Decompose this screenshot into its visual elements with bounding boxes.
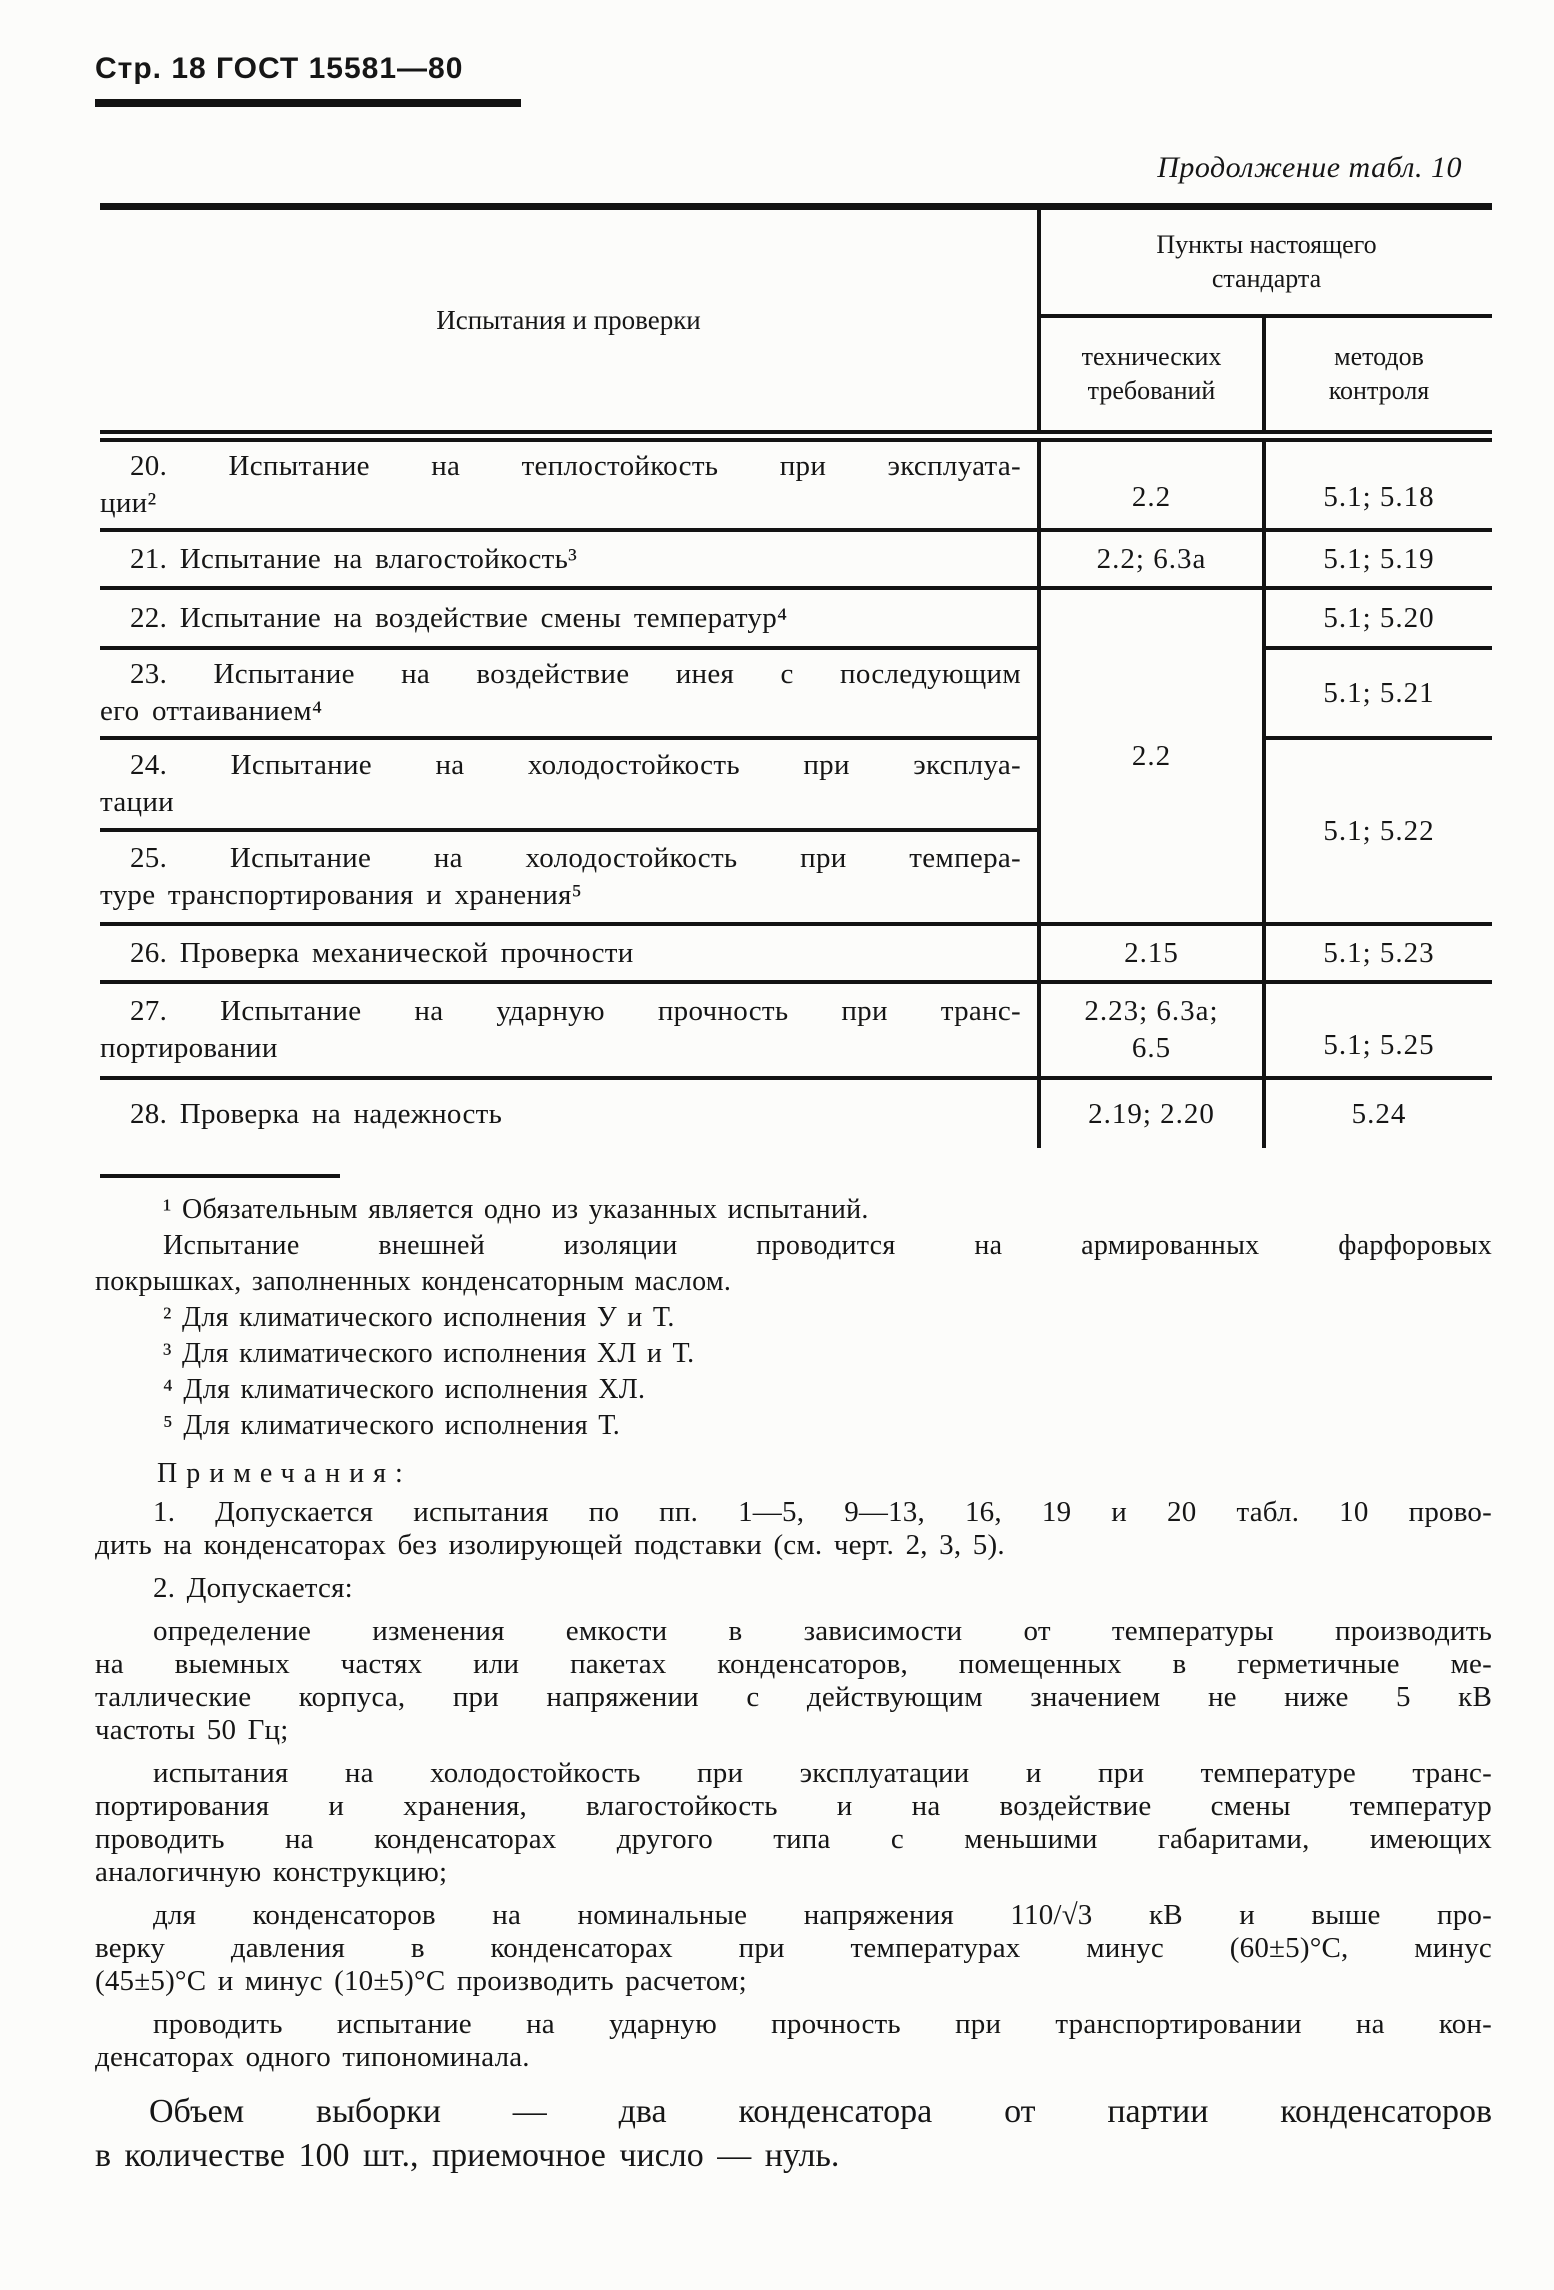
tech-requirements-line: 6.5 — [1131, 1032, 1172, 1064]
control-methods-cell: 5.24 — [1351, 1097, 1407, 1130]
page-header-text: Стр. 18 ГОСТ 15581—80 — [95, 52, 464, 85]
test-name-line: 24. Испытание на холодостойкость при эксплуа- — [130, 749, 1021, 781]
table-row-22 — [100, 588, 1492, 648]
closing-line: Объем выборки — два конденсатора от партии конденсаторов — [149, 2093, 1492, 2130]
column-header-points-group-label: Пункты настоящего стандарта — [1156, 230, 1377, 293]
note-line: (45±5)°С и минус (10±5)°С производить расчетом; — [95, 1965, 747, 1997]
footnote-1: ¹ Обязательным является одно из указанных испытаний. — [163, 1194, 869, 1225]
table-body — [100, 436, 1492, 1148]
tech-requirements-cell: 2.2; 6.3а — [1039, 530, 1264, 588]
test-name-line: 20. Испытание на теплостойкость при эксплуата- — [130, 450, 1021, 482]
tech-requirements-cell: 2.2 — [1039, 436, 1264, 530]
footnote-1-continuation-line: Испытание внешней изоляции проводится на армированных фарфоровых — [163, 1230, 1492, 1261]
test-name-cell — [100, 924, 1039, 982]
note-line: для конденсаторов на номинальные напряжения 110/√3 кВ и выше про- — [153, 1899, 1492, 1931]
test-name-line: 25. Испытание на холодостойкость при темпера- — [130, 842, 1021, 874]
test-name-line: 27. Испытание на ударную прочность при транс- — [130, 995, 1021, 1027]
column-header-points-group — [1039, 207, 1492, 317]
footnote-5: ⁵ Для климатического исполнения Т. — [163, 1410, 621, 1441]
test-name-line: портировании — [100, 1032, 278, 1064]
table-caption: Продолжение табл. 10 — [1157, 151, 1462, 184]
table-row-28 — [100, 1078, 1492, 1148]
control-methods-cell: 5.1; 5.20 — [1264, 588, 1492, 648]
note-line: 1. Допускается испытания по пп. 1—5, 9—13, 16, 19 и 20 табл. 10 прово- — [153, 1496, 1492, 1528]
test-name-cell — [100, 588, 1039, 648]
column-header-tech-requirements-label: технических требований — [1081, 342, 1222, 405]
column-header-control-methods-label: методов контроля — [1328, 342, 1430, 405]
test-name-line: ции² — [100, 487, 157, 519]
test-name-line: его оттаиванием⁴ — [100, 695, 323, 727]
control-methods-cell-merged: 5.1; 5.22 — [1264, 738, 1492, 924]
note-line: определение изменения емкости в зависимости от температуры производить — [153, 1615, 1492, 1647]
control-methods-cell: 5.1; 5.21 — [1264, 648, 1492, 738]
table-header-row-1 — [100, 207, 1492, 317]
test-name-cell — [100, 1078, 1039, 1148]
note-line: аналогичную конструкцию; — [95, 1856, 448, 1888]
table-row-27 — [100, 982, 1492, 1078]
note-line: таллические корпуса, при напряжении с действующим значением не ниже 5 кВ — [95, 1681, 1492, 1713]
page-header — [95, 52, 1492, 107]
note-line: верку давления в конденсаторах при температурах минус (60±5)°С, минус — [95, 1932, 1492, 1964]
tech-requirements-cell-merged: 2.2 — [1039, 588, 1264, 924]
footnote-2: ² Для климатического исполнения У и Т. — [163, 1302, 675, 1333]
closing-line: в количестве 100 шт., приемочное число — нуль. — [95, 2137, 840, 2174]
footnote-1-continuation-line: покрышках, заполненных конденсаторным маслом. — [95, 1266, 732, 1297]
footnote-4: ⁴ Для климатического исполнения ХЛ. — [163, 1374, 646, 1405]
note-line: испытания на холодостойкость при эксплуатации и при температуре транс- — [153, 1757, 1492, 1789]
test-name-cell — [100, 436, 1039, 530]
footnote-separator-rule — [100, 1174, 340, 1178]
closing-paragraph — [95, 2090, 1492, 2178]
note-line: 2. Допускается: — [153, 1572, 353, 1604]
note-line: частоты 50 Гц; — [95, 1714, 289, 1746]
tech-requirements-cell — [1039, 982, 1264, 1078]
page-header-rule — [95, 99, 521, 107]
note-line: проводить на конденсаторах другого типа с меньшими габаритами, имеющих — [95, 1823, 1492, 1855]
notes-title: Примечания: — [157, 1458, 412, 1489]
tech-requirements-cell: 2.19; 2.20 — [1039, 1078, 1264, 1148]
table-row-24 — [100, 738, 1492, 830]
table-row-26 — [100, 924, 1492, 982]
test-name-line: туре транспортирования и хранения⁵ — [100, 879, 583, 911]
tech-requirements-line: 2.23; 6.3а; — [1084, 995, 1219, 1027]
control-methods-cell: 5.1; 5.25 — [1264, 982, 1492, 1078]
note-line: денсаторах одного типономинала. — [95, 2041, 530, 2073]
tests-table — [100, 203, 1492, 1148]
note-line: дить на конденсаторах без изолирующей подставки (см. черт. 2, 3, 5). — [95, 1529, 1005, 1561]
test-name-cell — [100, 738, 1039, 830]
control-methods-cell: 5.1; 5.23 — [1264, 924, 1492, 982]
table-row-20 — [100, 436, 1492, 530]
note-line: портирования и хранения, влагостойкость и на воздействие смены температур — [95, 1790, 1492, 1822]
test-name-line: 21. Испытание на влагостойкость³ — [130, 542, 578, 575]
table-row-21 — [100, 530, 1492, 588]
tech-requirements-cell: 2.15 — [1039, 924, 1264, 982]
test-name-cell — [100, 648, 1039, 738]
note-line: на выемных частях или пакетах конденсаторов, помещенных в герметичные ме- — [95, 1648, 1492, 1680]
test-name-line: 28. Проверка на надежность — [130, 1097, 503, 1130]
table-row-23 — [100, 648, 1492, 738]
test-name-line: тации — [100, 786, 174, 818]
column-header-tests: Испытания и проверки — [100, 207, 1039, 437]
column-header-control-methods — [1264, 316, 1492, 436]
table-head — [100, 207, 1492, 437]
test-name-cell — [100, 530, 1039, 588]
note-line: проводить испытание на ударную прочность при транспортировании на кон- — [153, 2008, 1492, 2040]
test-name-line: 22. Испытание на воздействие смены температур⁴ — [130, 601, 788, 634]
test-name-line: 23. Испытание на воздействие инея с последующим — [130, 658, 1021, 690]
notes-section — [95, 1496, 1492, 2074]
column-header-tech-requirements — [1039, 316, 1264, 436]
test-name-cell — [100, 830, 1039, 924]
footnote-3: ³ Для климатического исполнения ХЛ и Т. — [163, 1338, 695, 1369]
control-methods-cell: 5.1; 5.18 — [1264, 436, 1492, 530]
test-name-line: 26. Проверка механической прочности — [130, 936, 634, 969]
control-methods-cell: 5.1; 5.19 — [1264, 530, 1492, 588]
footnotes — [95, 1192, 1492, 1444]
test-name-cell — [100, 982, 1039, 1078]
